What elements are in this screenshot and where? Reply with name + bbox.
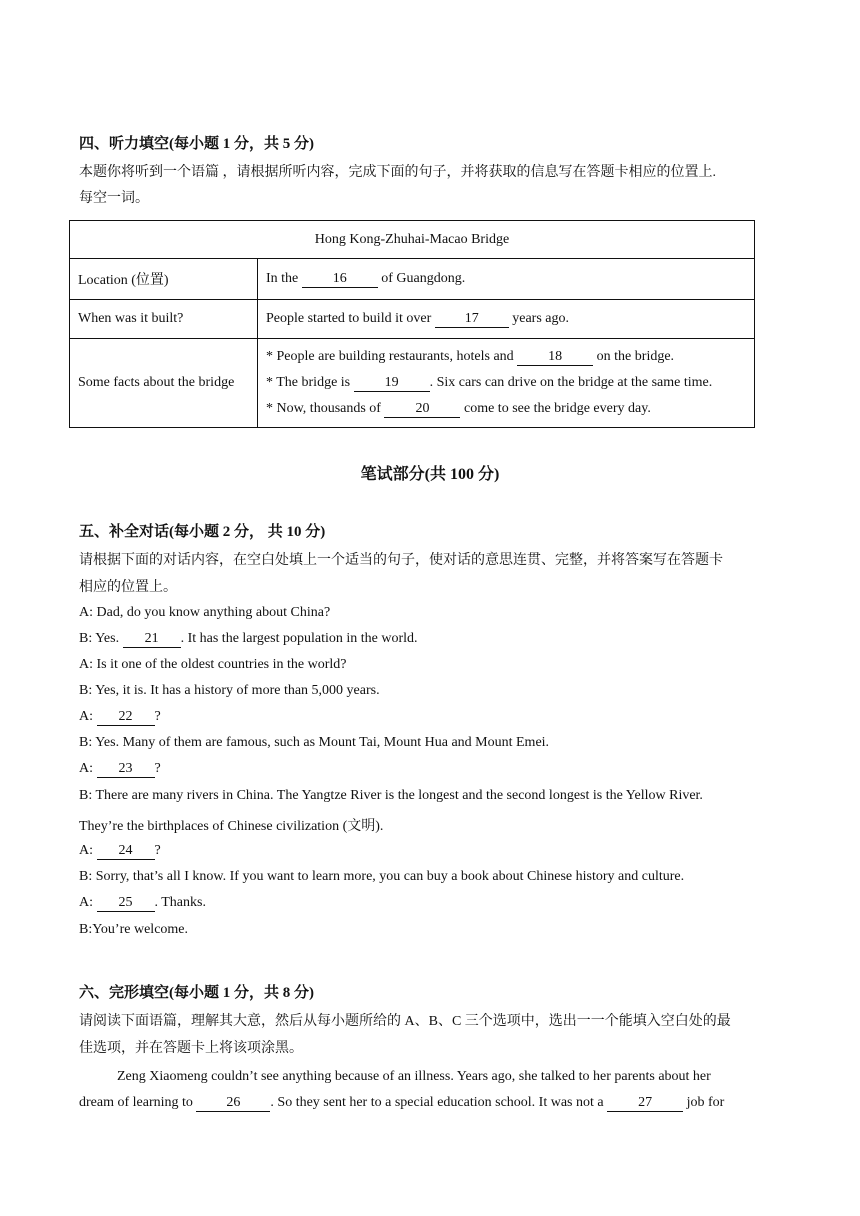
fact-line-1: * People are building restaurants, hotels and 18 on the bridge. <box>266 349 675 364</box>
dialogue-line: B: Yes. 21 . It has the largest population in the world. <box>79 631 418 646</box>
answer-blank-19[interactable]: 19 <box>354 375 430 392</box>
dialogue-line: A: Dad, do you know anything about China? <box>79 605 331 620</box>
answer-blank-16[interactable]: 16 <box>302 271 378 288</box>
answer-blank-23[interactable]: 23 <box>97 761 155 778</box>
table-row-label-location: Location (位置) <box>70 259 258 300</box>
answer-blank-25[interactable]: 25 <box>97 895 155 912</box>
answer-blank-18[interactable]: 18 <box>517 349 593 366</box>
table-row-label-facts: Some facts about the bridge <box>70 339 258 428</box>
table-row-value-location: In the 16 of Guangdong. <box>258 259 755 300</box>
fact-line-2: * The bridge is 19 . Six cars can drive on the bridge at the same time. <box>266 375 713 390</box>
answer-blank-17[interactable]: 17 <box>435 311 509 328</box>
dialogue-line: A: 23 ? <box>79 761 161 776</box>
section4-instruction-line1: 本题你将听到一个语篇 ，请根据所听内容，完成下面的句子，并将获取的信息写在答题卡相应的位置上. <box>79 165 716 180</box>
section6-instruction-line1: 请阅读下面语篇，理解其大意，然后从每小题所给的 A、B、C 三个选项中，选出一一个能填入空白处的最 <box>79 1014 731 1029</box>
dialogue-line: A: 24 ? <box>79 843 161 858</box>
table-row-value-built: People started to build it over 17 years ago. <box>258 300 755 339</box>
section5-heading: 五、补全对话(每小题 2 分， 共 10 分) <box>79 524 326 540</box>
passage-line-2: dream of learning to 26 . So they sent her to a special education school. It was not a 27 job for <box>79 1095 725 1110</box>
passage-line-1: Zeng Xiaomeng couldn’t see anything because of an illness. Years ago, she talked to her parents about her <box>117 1069 711 1084</box>
dialogue-line: They’re the birthplaces of Chinese civilization (文明). <box>79 819 384 834</box>
dialogue-line: B: Yes. Many of them are famous, such as Mount Tai, Mount Hua and Mount Emei. <box>79 735 550 750</box>
dialogue-line: A: 25 . Thanks. <box>79 895 206 910</box>
dialogue-line: B: There are many rivers in China. The Yangtze River is the longest and the second longest is the Yellow River. <box>79 788 703 803</box>
dialogue-line: A: Is it one of the oldest countries in the world? <box>79 657 347 672</box>
section4-heading: 四、听力填空(每小题 1 分，共 5 分) <box>79 136 314 152</box>
fact-line-3: * Now, thousands of 20 come to see the bridge every day. <box>266 401 651 416</box>
table-title: Hong Kong-Zhuhai-Macao Bridge <box>70 221 755 259</box>
section5-instruction-line1: 请根据下面的对话内容，在空白处填上一个适当的句子，使对话的意思连贯、完整，并将答案写在答题卡 <box>79 553 723 568</box>
section6-instruction-line2: 佳选项，并在答题卡上将该项涂黑。 <box>79 1041 303 1056</box>
answer-blank-24[interactable]: 24 <box>97 843 155 860</box>
answer-blank-21[interactable]: 21 <box>123 631 181 648</box>
dialogue-line: A: 22 ? <box>79 709 161 724</box>
section4-instruction-line2: 每空一词。 <box>79 191 149 206</box>
table-row-label-built: When was it built? <box>70 300 258 339</box>
dialogue-line: B: Sorry, that’s all I know. If you want to learn more, you can buy a book about Chinese history and culture. <box>79 869 685 884</box>
section5-instruction-line2: 相应的位置上。 <box>79 580 177 595</box>
info-table <box>69 220 755 428</box>
written-part-title: 笔试部分(共 100 分) <box>360 466 500 483</box>
section6-heading: 六、完形填空(每小题 1 分，共 8 分) <box>79 985 314 1001</box>
answer-blank-22[interactable]: 22 <box>97 709 155 726</box>
answer-blank-20[interactable]: 20 <box>384 401 460 418</box>
answer-blank-26[interactable]: 26 <box>196 1095 270 1112</box>
answer-blank-27[interactable]: 27 <box>607 1095 683 1112</box>
table-row-value-facts <box>258 339 755 428</box>
dialogue-line: B: Yes, it is. It has a history of more than 5,000 years. <box>79 683 380 698</box>
dialogue-line: B:You’re welcome. <box>79 922 189 937</box>
